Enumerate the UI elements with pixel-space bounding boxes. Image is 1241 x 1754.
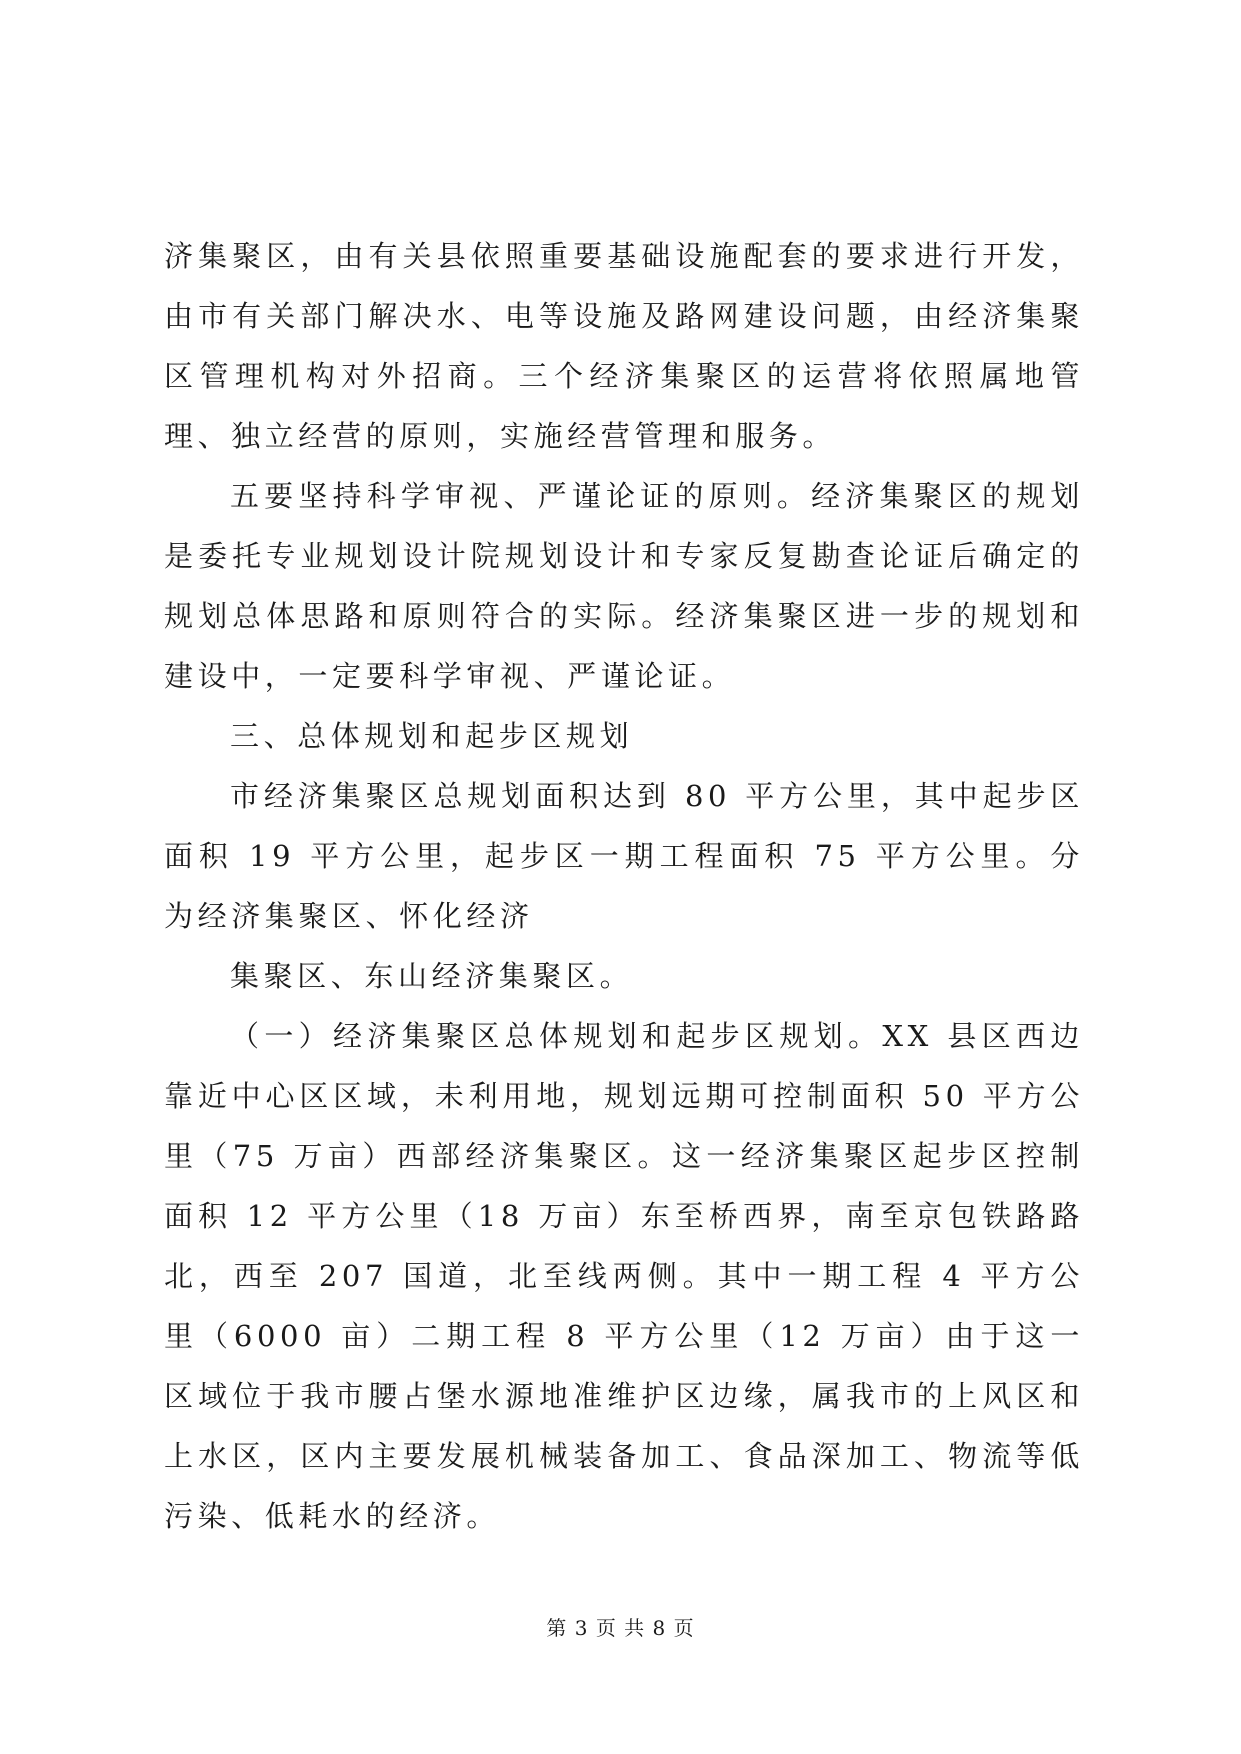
- paragraph-subsection-one: （一）经济集聚区总体规划和起步区规划。XX 县区西边靠近中心区区域，未利用地，规划远期可控制面积 50 平方公里（75 万亩）西部经济集聚区。这一经济集聚区起步区控制面积 12 平方公里（18 万亩）东至桥西界，南至京包铁路路北，西至 207 国道，北至线两侧。其中一期工程 4 平方公里（6000 亩）二期工程 8 平方公里（12 万亩）由于这一区域位于我市腰占堡水源地准维护区边缘，属我市的上风区和上水区，区内主要发展机械装备加工、食品深加工、物流等低污染、低耗水的经济。: [164, 1019, 1084, 1533]
- paragraph-continuation: 济集聚区，由有关县依照重要基础设施配套的要求进行开发，由市有关部门解决水、电等设施及路网建设问题，由经济集聚区管理机构对外招商。三个经济集聚区的运营将依照属地管理、独立经营的原则，实施经营管理和服务。: [164, 239, 1084, 453]
- paragraph-principle-five: 五要坚持科学审视、严谨论证的原则。经济集聚区的规划是委托专业规划设计院规划设计和专家反复勘查论证后确定的规划总体思路和原则符合的实际。经济集聚区进一步的规划和建设中，一定要科学审视、严谨论证。: [164, 479, 1084, 693]
- section-heading-three: 三、总体规划和起步区规划: [230, 719, 634, 753]
- paragraph-area-overview: 市经济集聚区总规划面积达到 80 平方公里，其中起步区面积 19 平方公里，起步区一期工程面积 75 平方公里。分为经济集聚区、怀化经济: [164, 779, 1084, 933]
- page-number-footer: 第 3 页 共 8 页: [546, 1616, 695, 1640]
- paragraph-zones-list: 集聚区、东山经济集聚区。: [230, 959, 634, 993]
- document-body: [164, 226, 1084, 1546]
